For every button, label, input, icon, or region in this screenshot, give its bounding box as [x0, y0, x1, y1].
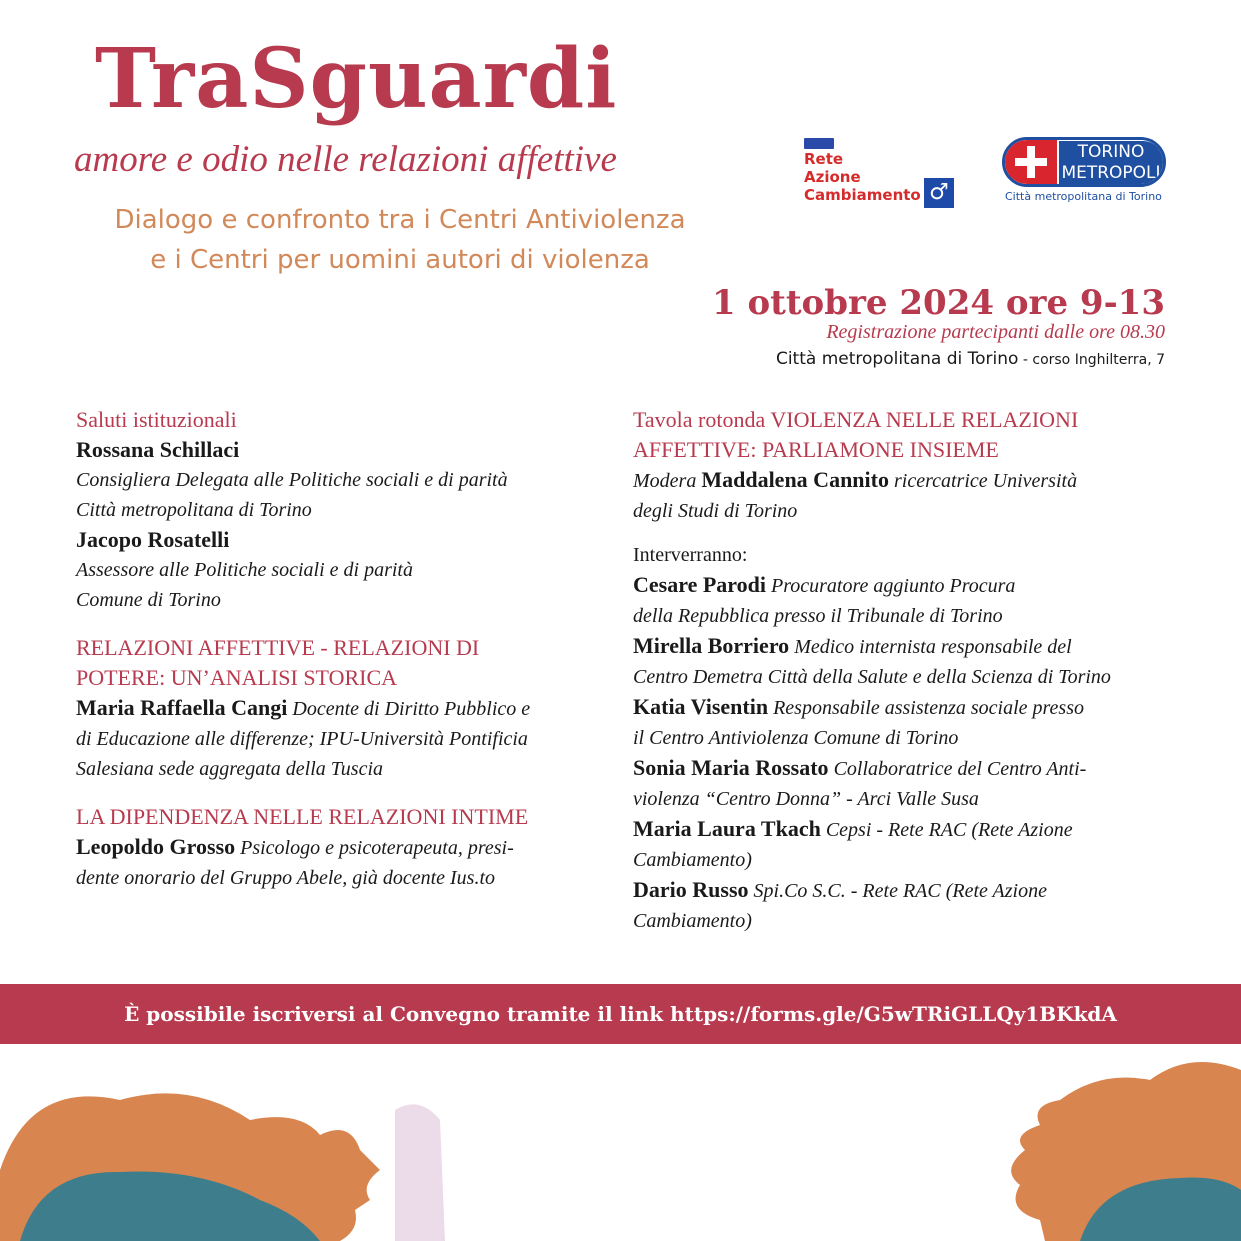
event-venue [776, 349, 1165, 369]
speaker-name: Maria Raffaella Cangi [76, 695, 288, 720]
speaker-name: Leopoldo Grosso [76, 834, 236, 859]
cross-shield-icon [1005, 140, 1057, 184]
venue-address: - corso Inghilterra, 7 [1018, 352, 1165, 368]
speaker-entry: Cesare Parodi Procuratore aggiunto Procura [633, 572, 1016, 597]
speaker-role: Assessore alle Politiche sociali e di parità [76, 559, 413, 581]
speaker-name: Rossana Schillaci [76, 437, 240, 462]
registration-banner [0, 984, 1241, 1044]
speaker-role: Psicologo e psicoterapeuta, presi- [235, 837, 514, 859]
speaker-role: Città metropolitana di Torino [76, 499, 312, 521]
speaker-role: di Educazione alle differenze; IPU-Università Pontificia [76, 728, 528, 750]
decorative-faces-illustration [0, 1060, 1241, 1241]
speaker-role: Docente di Diritto Pubblico e [287, 698, 531, 720]
speakers-heading: Interverranno: [633, 544, 748, 566]
program-right-column [633, 405, 1178, 936]
speaker-entry [76, 693, 616, 724]
rac-logo-text: Rete Azione Cambiamento [804, 150, 921, 204]
torino-logo-subtitle: Città metropolitana di Torino [1005, 190, 1162, 203]
event-description [40, 200, 760, 280]
speaker-role: Centro Demetra Città della Salute e della Scienza di Torino [633, 666, 1111, 688]
male-symbol-icon: ♂ [924, 178, 954, 208]
speaker-name: Mirella Borriero [633, 633, 790, 658]
speaker-entry: Sonia Maria Rossato Collaboratrice del Centro Anti- [633, 755, 1087, 780]
venue-name: Città metropolitana di Torino [775, 349, 1019, 369]
speaker-role: Consigliera Delegata alle Politiche sociali e di parità [76, 469, 508, 491]
speaker-role: il Centro Antiviolenza Comune di Torino [633, 727, 959, 749]
moderator-name: Maddalena Cannito [701, 467, 889, 492]
torino-logo-name: TORINO METROPOLI [1059, 141, 1163, 185]
speaker-name: Dario Russo [633, 877, 749, 902]
program-left-column [76, 405, 616, 893]
section-title-relazioni: RELAZIONI AFFETTIVE - RELAZIONI DI [76, 635, 480, 660]
speaker-name: Maria Laura Tkach [633, 816, 821, 841]
speaker-role: Comune di Torino [76, 589, 221, 611]
speaker-name: Sonia Maria Rossato [633, 755, 829, 780]
speaker-entry: Katia Visentin Responsabile assistenza sociale presso [633, 694, 1084, 719]
speaker-role: dente onorario del Gruppo Abele, già docente Ius.to [76, 867, 496, 889]
speaker-entry: Maria Laura Tkach Cepsi - Rete RAC (Rete Azione [633, 816, 1073, 841]
speaker-role: Salesiana sede aggregata della Tuscia [76, 758, 384, 780]
speaker-name: Katia Visentin [633, 694, 769, 719]
speaker-entry: Dario Russo Spi.Co S.C. - Rete RAC (Rete Azione [633, 877, 1047, 902]
speaker-role: Cambiamento) [633, 849, 752, 871]
speaker-role: violenza “Centro Donna” - Arci Valle Susa [633, 788, 979, 810]
speaker-entry [76, 832, 616, 863]
speaker-entry: Mirella Borriero Medico internista responsabile del [633, 633, 1072, 658]
left-lilac-shape [395, 1104, 445, 1241]
registration-time: Registrazione partecipanti dalle ore 08.30 [826, 321, 1165, 343]
section-title-relazioni-2: POTERE: UN’ANALISI STORICA [76, 665, 398, 690]
torino-metropoli-logo [1002, 137, 1170, 207]
speaker-name: Jacopo Rosatelli [76, 527, 230, 552]
rete-azione-cambiamento-logo [804, 138, 956, 212]
registration-link[interactable]: È possibile iscriversi al Convegno tramite il link https://forms.gle/G5wTRiGLLQy1BKkdA [124, 1002, 1117, 1026]
moderator-entry: Modera Maddalena Cannito ricercatrice Università [633, 467, 1078, 492]
section-title-saluti: Saluti istituzionali [76, 407, 237, 432]
section-title-dipendenza: LA DIPENDENZA NELLE RELAZIONI INTIME [76, 804, 529, 829]
eu-flag-icon [804, 138, 834, 149]
event-date: 1 ottobre 2024 ore 9-13 [711, 283, 1165, 323]
description-line-2: e i Centri per uomini autori di violenza [150, 245, 650, 275]
moderator-role: degli Studi di Torino [633, 500, 798, 522]
speaker-role: Cambiamento) [633, 910, 752, 932]
speaker-role: della Repubblica presso il Tribunale di Torino [633, 605, 1003, 627]
event-title: TraSguardi [95, 31, 618, 127]
section-title-tavola: Tavola rotonda VIOLENZA NELLE RELAZIONI [633, 407, 1079, 432]
description-line-1: Dialogo e confronto tra i Centri Antiviolenza [114, 205, 686, 235]
event-subtitle: amore e odio nelle relazioni affettive [74, 139, 617, 180]
speaker-name: Cesare Parodi [633, 572, 766, 597]
section-title-tavola-2: AFFETTIVE: PARLIAMONE INSIEME [633, 437, 999, 462]
